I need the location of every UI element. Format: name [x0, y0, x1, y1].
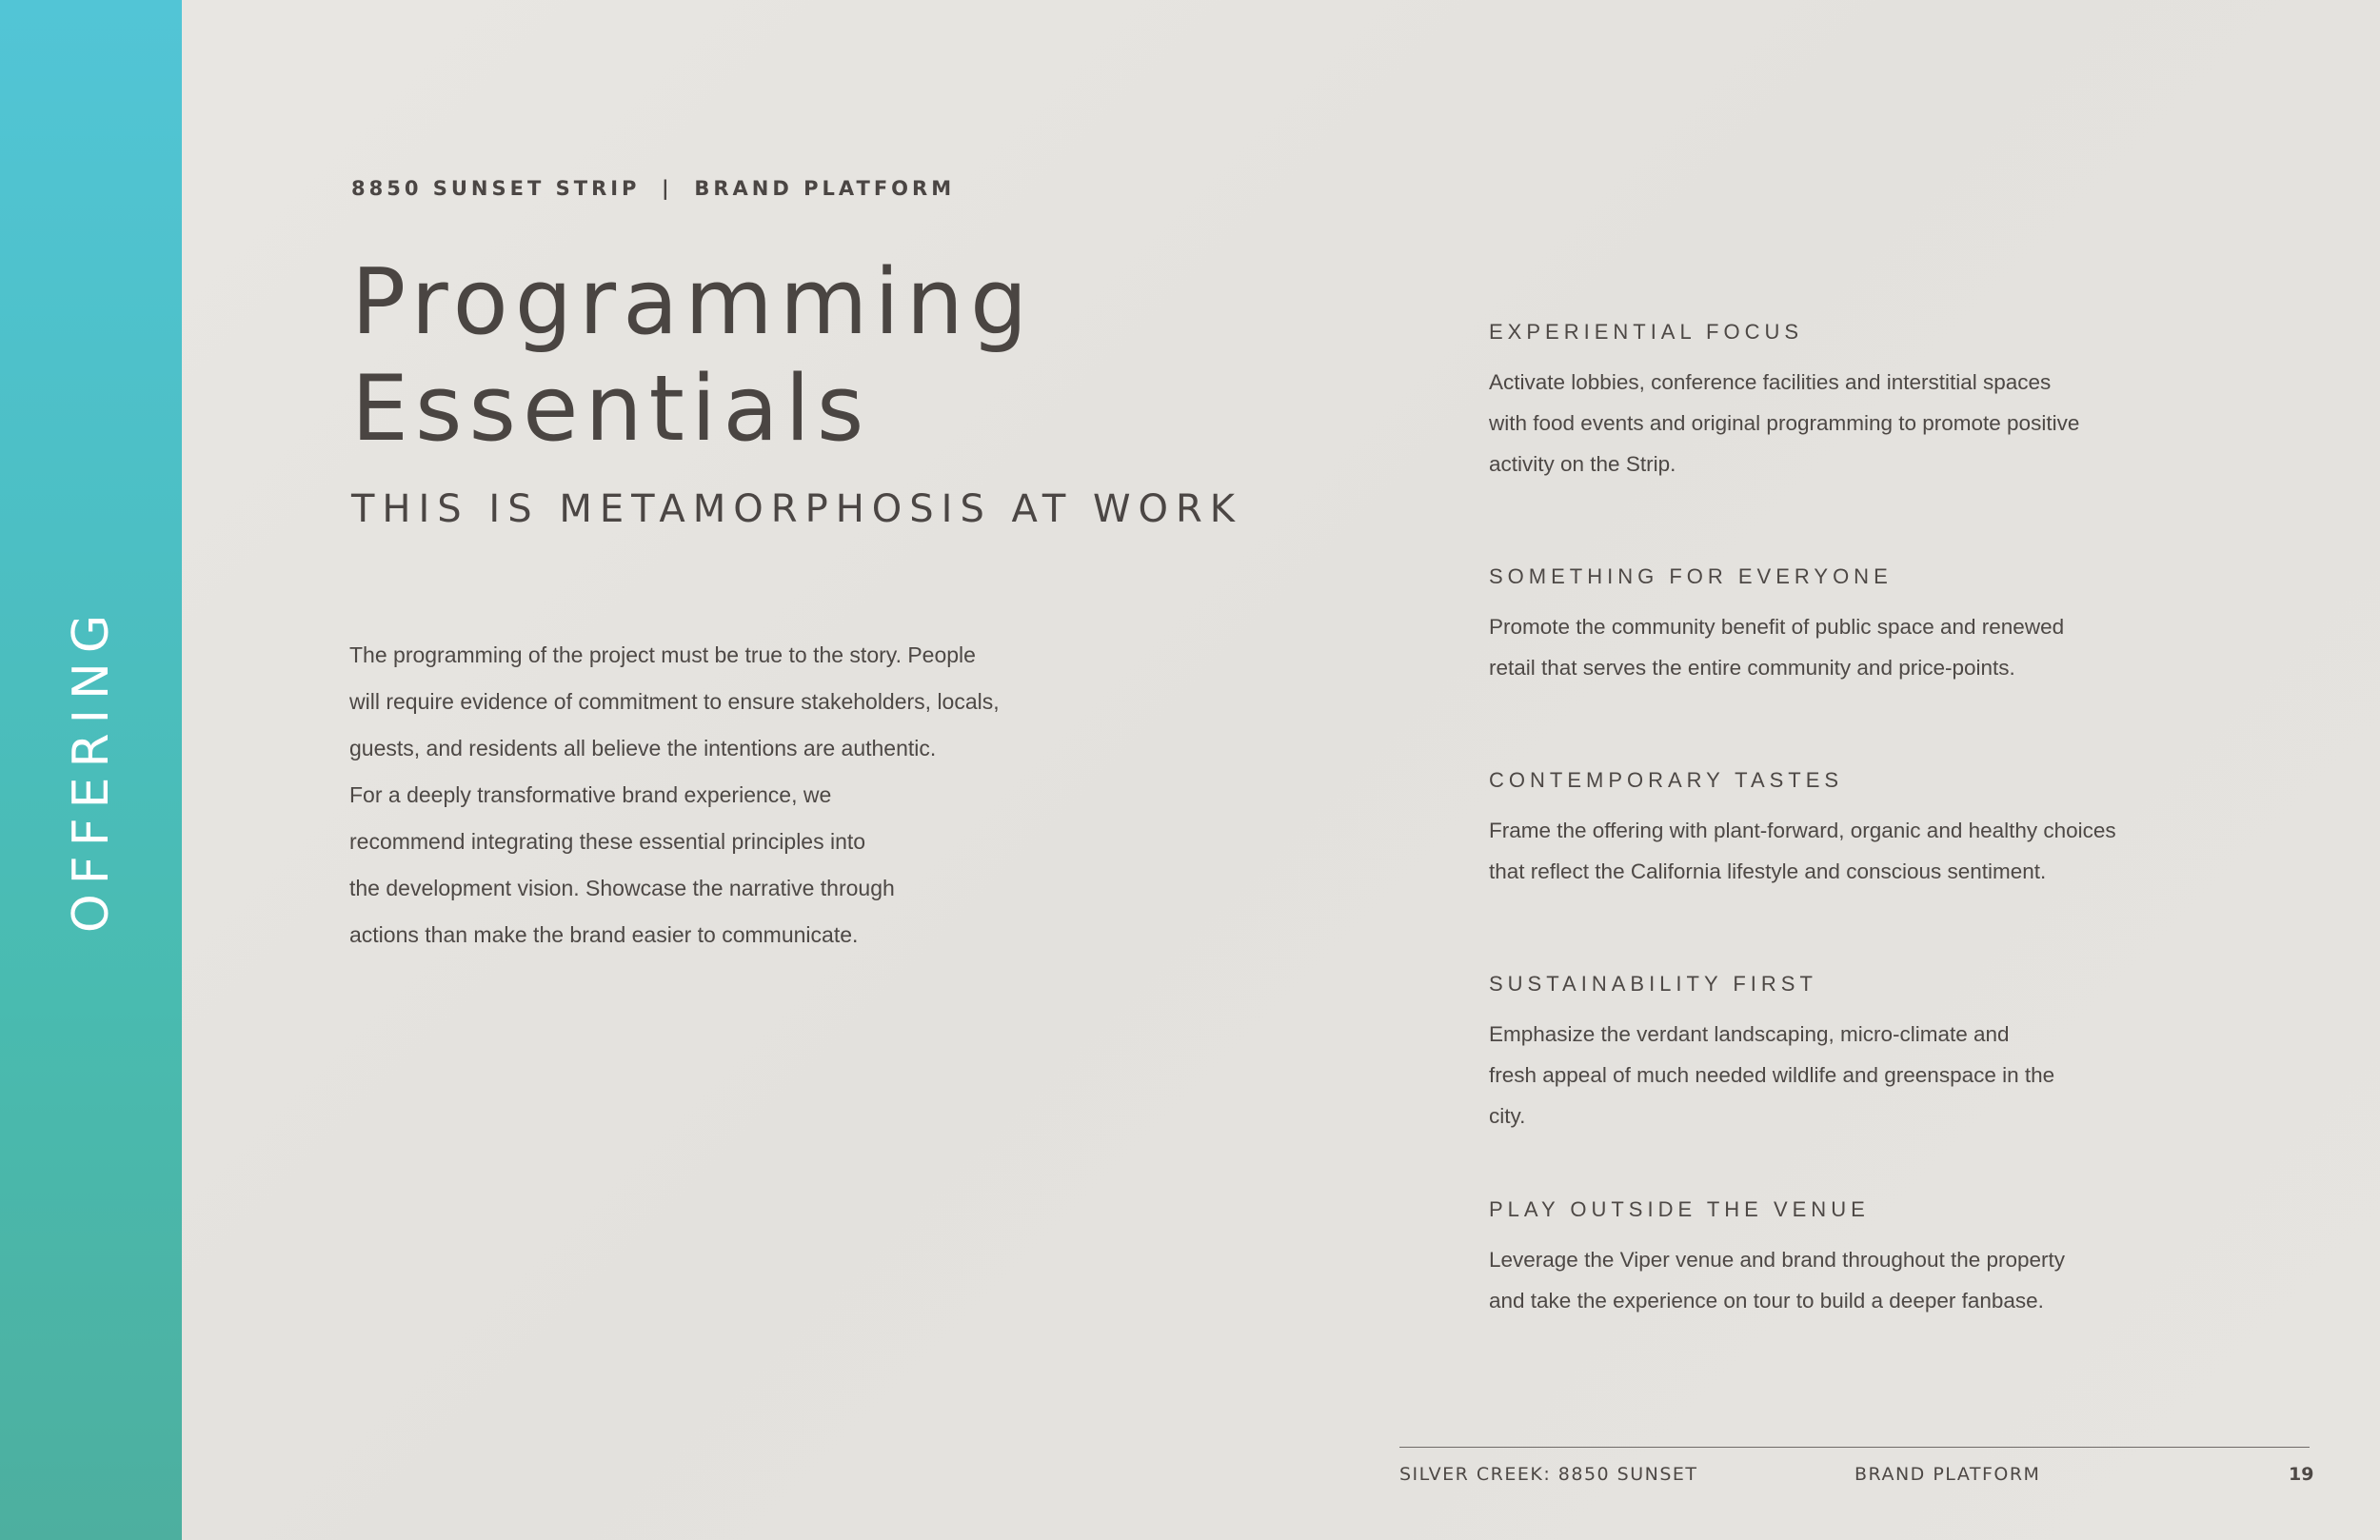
- footer-document-name: BRAND PLATFORM: [1854, 1464, 2041, 1485]
- intro-paragraph: [349, 632, 1035, 958]
- intro-line: will require evidence of commitment to ensure stakeholders, locals,: [349, 689, 1000, 714]
- page-subtitle: THIS IS METAMORPHOSIS AT WORK: [351, 487, 1243, 531]
- principle-heading: SUSTAINABILITY FIRST: [1489, 972, 1817, 996]
- principle-line: Promote the community benefit of public space and renewed: [1489, 615, 2065, 639]
- principle-experiential-focus: [1489, 320, 2079, 484]
- principle-line: that reflect the California lifestyle and conscious sentiment.: [1489, 859, 2047, 883]
- intro-line: recommend integrating these essential principles into: [349, 829, 866, 854]
- page-title: [351, 249, 1034, 463]
- principle-line: Leverage the Viper venue and brand throughout the property: [1489, 1248, 2066, 1272]
- intro-line: The programming of the project must be true to the story. People: [349, 642, 976, 667]
- principle-line: fresh appeal of much needed wildlife and greenspace in the: [1489, 1063, 2055, 1087]
- principle-line: Emphasize the verdant landscaping, micro-climate and: [1489, 1022, 2010, 1046]
- principle-heading: PLAY OUTSIDE THE VENUE: [1489, 1197, 1870, 1221]
- principle-play-outside-the-venue: [1489, 1197, 2065, 1321]
- intro-line: guests, and residents all believe the intentions are authentic.: [349, 736, 937, 760]
- page-number: 19: [2289, 1464, 2314, 1485]
- page-title-line-2: Essentials: [351, 357, 871, 462]
- principle-heading: EXPERIENTIAL FOCUS: [1489, 320, 1804, 344]
- principle-something-for-everyone: [1489, 564, 2064, 688]
- principle-line: city.: [1489, 1104, 1526, 1128]
- page-title-line-1: Programming: [351, 250, 1035, 355]
- principle-line: retail that serves the entire community and price-points.: [1489, 656, 2015, 680]
- principle-heading: SOMETHING FOR EVERYONE: [1489, 564, 1893, 588]
- principle-line: and take the experience on tour to build a deeper fanbase.: [1489, 1289, 2044, 1313]
- principle-contemporary-tastes: [1489, 768, 2116, 892]
- principle-line: activity on the Strip.: [1489, 452, 1676, 476]
- footer-project-name: SILVER CREEK: 8850 SUNSET: [1399, 1464, 1698, 1485]
- intro-line: the development vision. Showcase the narrative through: [349, 876, 895, 900]
- header-eyebrow: 8850 SUNSET STRIP | BRAND PLATFORM: [351, 177, 956, 200]
- intro-line: For a deeply transformative brand experience, we: [349, 782, 832, 807]
- principle-sustainability-first: [1489, 972, 2054, 1136]
- section-label: OFFERING: [63, 604, 120, 934]
- side-color-band: [0, 0, 182, 1540]
- principle-line: with food events and original programming to promote positive: [1489, 411, 2080, 435]
- intro-line: actions than make the brand easier to communicate.: [349, 922, 859, 947]
- principle-heading: CONTEMPORARY TASTES: [1489, 768, 1844, 792]
- principle-line: Activate lobbies, conference facilities and interstitial spaces: [1489, 370, 2052, 394]
- footer-divider: [1399, 1447, 2310, 1448]
- principle-line: Frame the offering with plant-forward, organic and healthy choices: [1489, 819, 2116, 842]
